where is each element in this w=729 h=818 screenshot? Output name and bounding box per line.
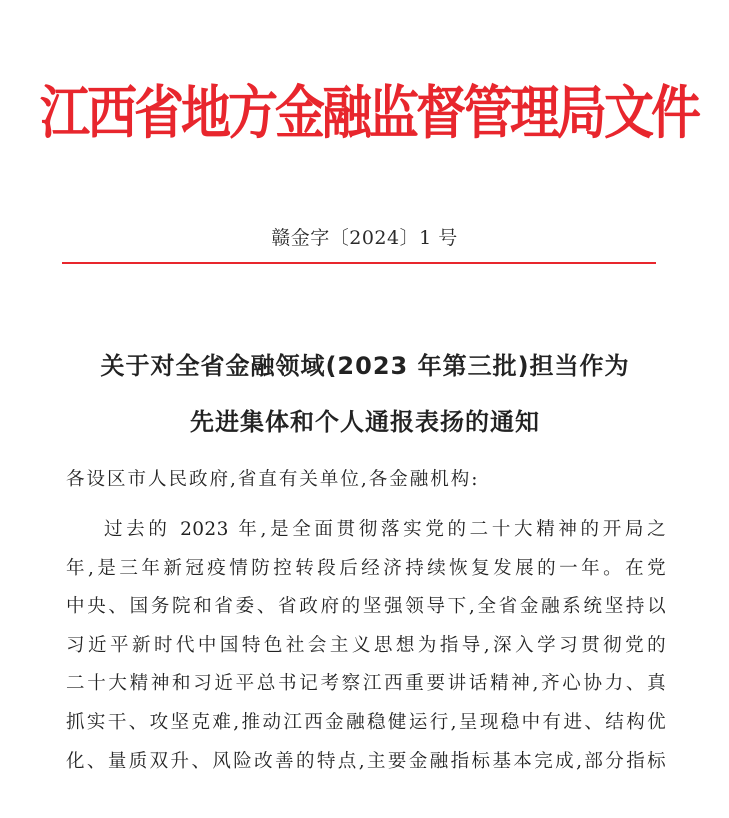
issuer-header: 江西省地方金融监督管理局文件 bbox=[40, 79, 698, 147]
body-line: 二十大精神和习近平总书记考察江西重要讲话精神,齐心协力、真 bbox=[66, 673, 666, 695]
body-line: 习近平新时代中国特色社会主义思想为指导,深入学习贯彻党的 bbox=[66, 634, 666, 656]
body-line: 过去的 2023 年,是全面贯彻落实党的二十大精神的开局之 bbox=[104, 519, 666, 540]
notice-title-line-1: 关于对全省金融领域(2023 年第三批)担当作为 bbox=[100, 352, 630, 380]
body-text bbox=[66, 511, 666, 781]
notice-title-line-2: 先进集体和个人通报表扬的通知 bbox=[190, 408, 540, 436]
document-number: 赣金字〔2024〕1 号 bbox=[271, 227, 458, 249]
body-line: 抓实干、攻坚克难,推动江西金融稳健运行,呈现稳中有进、结构优 bbox=[66, 711, 666, 733]
body-line: 中央、国务院和省委、省政府的坚强领导下,全省金融系统坚持以 bbox=[66, 596, 666, 618]
salutation: 各设区市人民政府,省直有关单位,各金融机构: bbox=[66, 469, 480, 490]
body-line: 化、量质双升、风险改善的特点,主要金融指标基本完成,部分指标 bbox=[66, 750, 666, 772]
body-line: 年,是三年新冠疫情防控转段后经济持续恢复发展的一年。在党 bbox=[66, 557, 666, 579]
red-divider-rule bbox=[62, 262, 656, 264]
notice-title bbox=[40, 338, 690, 450]
